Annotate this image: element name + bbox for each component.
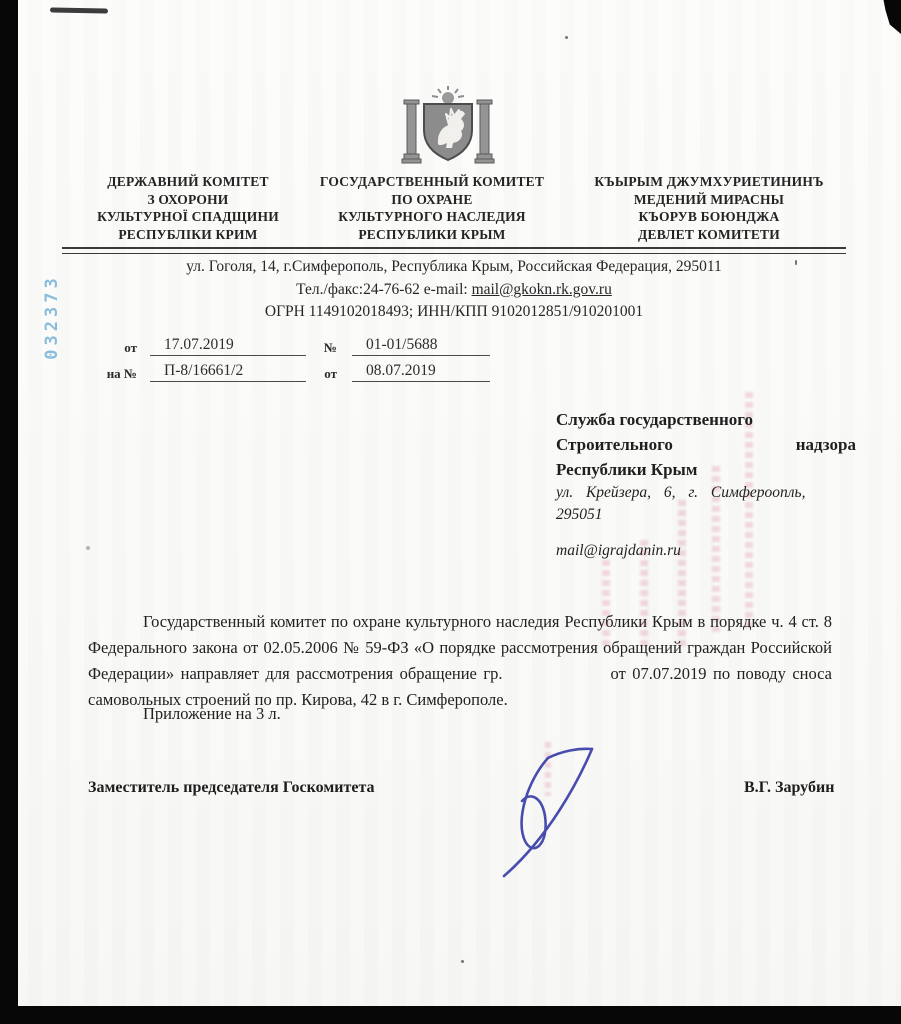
letterhead-line: РЕСПУБЛІКИ КРИМ bbox=[118, 226, 258, 242]
recipient-postcode: 295051 bbox=[556, 506, 603, 523]
body-text-part2: от 07.07.2019 по поводу сноса самовольных строений по пр. Кирова, 42 в г. Симферополе. bbox=[88, 663, 832, 709]
signer-name: В.Г. Зарубин bbox=[744, 779, 835, 796]
letterhead-line: КУЛЬТУРНОЇ СПАДЩИНИ bbox=[97, 209, 279, 224]
ref-reply-value: П-8/16661/2 bbox=[150, 362, 306, 382]
scan-speck bbox=[565, 36, 568, 39]
recipient-block bbox=[556, 407, 856, 526]
ref-date-value: 17.07.2019 bbox=[150, 336, 306, 356]
scan-speck bbox=[86, 546, 90, 550]
scan-edge-corner bbox=[876, 0, 901, 34]
signer-position-title: Заместитель председателя Госкомитета bbox=[88, 779, 375, 796]
recipient-name-line: Служба государственного bbox=[556, 410, 754, 429]
letterhead-line: КЪОРУВ БОЮНДЖА bbox=[638, 209, 780, 224]
letterhead-line: КЪЫРЫМ ДЖУМХУРИЕТИНИНЪ bbox=[594, 174, 824, 189]
letterhead-line: ГОСУДАРСТВЕННЫЙ КОМИТЕТ bbox=[319, 174, 545, 189]
recipient-name-word: надзора bbox=[795, 435, 856, 454]
letterhead-crimean-tatar bbox=[568, 173, 850, 243]
org-registration-line: ОГРН 1149102018493; ИНН/КПП 9102012851/910201001 bbox=[264, 303, 644, 320]
ref-reply-date-value: 08.07.2019 bbox=[352, 362, 490, 382]
crimea-coat-of-arms-icon bbox=[398, 84, 498, 170]
org-phone-prefix: Тел./факс:24-76-62 e-mail: bbox=[296, 280, 472, 298]
letterhead-line: МЕДЕНИЙ МИРАСНЫ bbox=[633, 191, 785, 207]
recipient-name-word: Строительного bbox=[556, 435, 673, 454]
scan-edge-left bbox=[0, 0, 18, 1024]
ref-reply-date-label: от bbox=[324, 366, 337, 381]
ref-date-label: от bbox=[124, 340, 137, 355]
org-phone-line bbox=[62, 279, 846, 302]
recipient-name-line: Республики Крым bbox=[556, 460, 698, 479]
ref-number-value: 01-01/5688 bbox=[352, 336, 490, 356]
recipient-name-line bbox=[556, 432, 856, 457]
letterhead-line: РЕСПУБЛИКИ КРЫМ bbox=[358, 226, 506, 242]
org-contact-block bbox=[62, 256, 846, 324]
attachment-note: Приложение на 3 л. bbox=[143, 704, 281, 723]
letterhead-line: КУЛЬТУРНОГО НАСЛЕДИЯ bbox=[338, 209, 526, 224]
org-address-line: ул. Гоголя, 14, г.Симферополь, Республика Крым, Российская Федерация, 295011 bbox=[186, 258, 722, 275]
scan-dash-artifact bbox=[50, 7, 108, 13]
letterhead-divider bbox=[62, 247, 846, 254]
letterhead-line: ДЕРЖАВНИЙ КОМІТЕТ bbox=[107, 174, 269, 189]
org-email-link[interactable]: mail@gkokn.rk.gov.ru bbox=[471, 280, 612, 298]
scan-edge-bottom bbox=[0, 1006, 901, 1024]
letterhead-line: ПО ОХРАНЕ bbox=[391, 191, 473, 207]
ref-reply-label: на № bbox=[106, 366, 137, 381]
handwritten-signature bbox=[468, 744, 613, 884]
recipient-address-line: ул. Крейзера, 6, г. Симфероопль, bbox=[556, 484, 806, 501]
registration-stamp-number: 032373 bbox=[42, 274, 62, 360]
letterhead-line: З ОХОРОНИ bbox=[147, 191, 229, 207]
scan-speck bbox=[461, 960, 464, 963]
ref-number-label: № bbox=[323, 340, 337, 355]
letterhead-ukrainian bbox=[62, 173, 314, 243]
letterhead-russian bbox=[302, 173, 562, 243]
body-text-part1: Государственный комитет по охране культурного наследия Республики Крым в порядке ч. 4 ст. 8 Федерального закона от 02.05.2006 № 59-ФЗ «О порядке рассмотрения обращений граждан Российской Федерации» направляет для рассмотрения обращение гр. bbox=[88, 611, 832, 683]
body-paragraph bbox=[88, 609, 832, 713]
recipient-email: mail@igrajdanin.ru bbox=[556, 542, 681, 559]
letterhead-line: ДЕВЛЕТ КОМИТЕТИ bbox=[638, 226, 780, 242]
